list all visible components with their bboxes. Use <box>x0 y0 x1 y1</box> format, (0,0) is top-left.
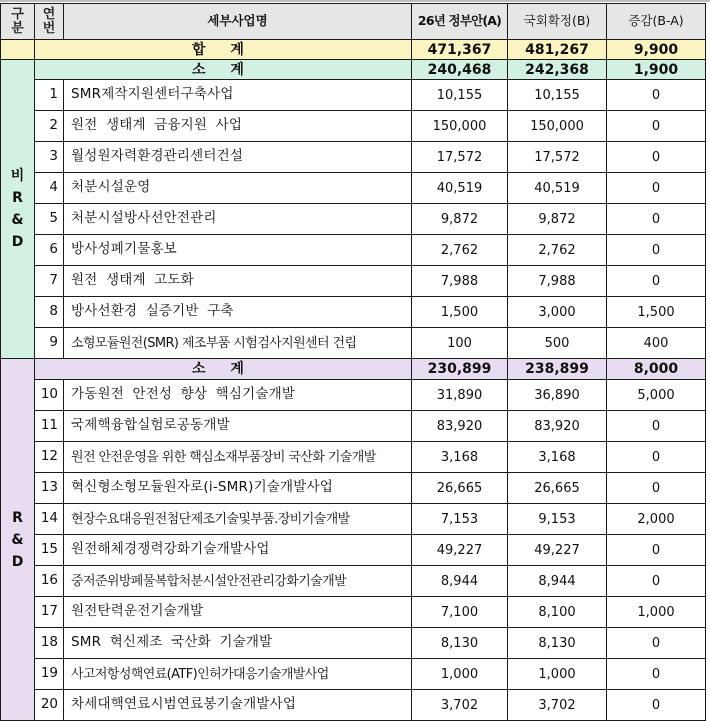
table-row <box>1 173 706 204</box>
table-row <box>1 380 706 411</box>
table-row <box>1 473 706 504</box>
row-assembly: 17,572 <box>508 142 607 173</box>
row-diff: 400 <box>607 328 706 359</box>
row-assembly: 40,519 <box>508 173 607 204</box>
row-gov: 1,500 <box>412 297 508 328</box>
row-gov: 8,944 <box>412 566 508 597</box>
row-gov: 7,100 <box>412 597 508 628</box>
row-index: 9 <box>35 328 64 359</box>
category-non-rnd-char: D <box>11 234 24 250</box>
row-diff: 2,000 <box>607 504 706 535</box>
row-project-name: 원전해체경쟁력강화기술개발사업 <box>64 535 412 566</box>
row-assembly: 8,100 <box>508 597 607 628</box>
row-assembly: 1,000 <box>508 659 607 690</box>
subtotal-diff: 1,900 <box>607 60 706 80</box>
table-row <box>1 111 706 142</box>
category-rnd <box>1 359 35 721</box>
table-row <box>1 142 706 173</box>
table-row <box>1 235 706 266</box>
row-assembly: 49,227 <box>508 535 607 566</box>
row-assembly: 150,000 <box>508 111 607 142</box>
row-diff: 0 <box>607 80 706 111</box>
top-rule <box>0 0 710 2</box>
category-non-rnd-char: R <box>12 190 23 206</box>
row-index: 11 <box>35 411 64 442</box>
table-row <box>1 659 706 690</box>
row-gov: 40,519 <box>412 173 508 204</box>
row-project-name: 원전 안전운영을 위한 핵심소재부품장비 국산화 기술개발 <box>64 442 412 473</box>
row-assembly: 3,702 <box>508 690 607 721</box>
row-project-name: SMR제작지원센터구축사업 <box>64 80 412 111</box>
row-project-name: 가동원전 안전성 향상 핵심기술개발 <box>64 380 412 411</box>
row-diff: 0 <box>607 566 706 597</box>
row-project-name: 국제핵융합실험로공동개발 <box>64 411 412 442</box>
row-gov: 26,665 <box>412 473 508 504</box>
row-index: 6 <box>35 235 64 266</box>
row-assembly: 3,168 <box>508 442 607 473</box>
category-rnd-char: D <box>11 553 24 570</box>
row-assembly: 3,000 <box>508 297 607 328</box>
subtotal-diff: 8,000 <box>607 359 706 380</box>
row-diff: 0 <box>607 659 706 690</box>
row-gov: 3,168 <box>412 442 508 473</box>
row-diff: 0 <box>607 266 706 297</box>
row-project-name: 처분시설운영 <box>64 173 412 204</box>
row-project-name: 혁신형소형모듈원자로(i-SMR)기술개발사업 <box>64 473 412 504</box>
row-diff: 0 <box>607 204 706 235</box>
row-diff: 0 <box>607 235 706 266</box>
row-index: 12 <box>35 442 64 473</box>
category-rnd-char: & <box>11 531 24 548</box>
row-assembly: 9,153 <box>508 504 607 535</box>
row-gov: 100 <box>412 328 508 359</box>
row-index: 16 <box>35 566 64 597</box>
row-gov: 17,572 <box>412 142 508 173</box>
row-diff: 0 <box>607 111 706 142</box>
row-diff: 0 <box>607 142 706 173</box>
row-gov: 7,988 <box>412 266 508 297</box>
subtotal-row-non-rnd <box>1 60 706 80</box>
row-index: 3 <box>35 142 64 173</box>
row-assembly: 83,920 <box>508 411 607 442</box>
grand-total-blank <box>1 40 35 60</box>
row-diff: 0 <box>607 173 706 204</box>
row-diff: 0 <box>607 411 706 442</box>
row-diff: 1,500 <box>607 297 706 328</box>
table-row <box>1 597 706 628</box>
subtotal-gov: 230,899 <box>412 359 508 380</box>
row-gov: 2,762 <box>412 235 508 266</box>
header-gov-proposal: 26년 정부안(A) <box>412 4 508 40</box>
row-project-name: 원전 생태계 고도화 <box>64 266 412 297</box>
row-assembly: 36,890 <box>508 380 607 411</box>
row-gov: 31,890 <box>412 380 508 411</box>
row-project-name: SMR 혁신제조 국산화 기술개발 <box>64 628 412 659</box>
row-index: 4 <box>35 173 64 204</box>
row-assembly: 26,665 <box>508 473 607 504</box>
row-index: 14 <box>35 504 64 535</box>
row-project-name: 원전 생태계 금융지원 사업 <box>64 111 412 142</box>
table-row <box>1 266 706 297</box>
row-gov: 83,920 <box>412 411 508 442</box>
row-index: 2 <box>35 111 64 142</box>
row-gov: 49,227 <box>412 535 508 566</box>
row-diff: 0 <box>607 628 706 659</box>
subtotal-assembly: 238,899 <box>508 359 607 380</box>
row-gov: 9,872 <box>412 204 508 235</box>
row-project-name: 소형모듈원전(SMR) 제조부품 시험검사지원센터 건립 <box>64 328 412 359</box>
category-non-rnd <box>1 60 35 359</box>
row-project-name: 차세대핵연료시범연료봉기술개발사업 <box>64 690 412 721</box>
row-index: 7 <box>35 266 64 297</box>
row-project-name: 사고저항성핵연료(ATF)인허가대응기술개발사업 <box>64 659 412 690</box>
table-row <box>1 504 706 535</box>
table-row <box>1 566 706 597</box>
table-row <box>1 411 706 442</box>
row-project-name: 방사성폐기물홍보 <box>64 235 412 266</box>
row-index: 13 <box>35 473 64 504</box>
header-index <box>35 4 64 40</box>
subtotal-label: 소 계 <box>35 60 412 80</box>
row-diff: 0 <box>607 535 706 566</box>
row-assembly: 2,762 <box>508 235 607 266</box>
header-category <box>1 4 35 40</box>
table-row <box>1 690 706 721</box>
row-assembly: 9,872 <box>508 204 607 235</box>
category-rnd-char: R <box>12 509 23 526</box>
row-index: 10 <box>35 380 64 411</box>
row-index: 5 <box>35 204 64 235</box>
table-row <box>1 297 706 328</box>
row-diff: 0 <box>607 442 706 473</box>
header-index-line2: 번 <box>42 20 56 36</box>
header-project-name: 세부사업명 <box>64 4 412 40</box>
grand-total-label: 합 계 <box>35 40 412 60</box>
table-row <box>1 80 706 111</box>
row-index: 15 <box>35 535 64 566</box>
row-diff: 0 <box>607 690 706 721</box>
grand-total-diff: 9,900 <box>607 40 706 60</box>
row-project-name: 월성원자력환경관리센터건설 <box>64 142 412 173</box>
row-project-name: 방사선환경 실증기반 구축 <box>64 297 412 328</box>
header-row <box>1 4 706 40</box>
row-gov: 10,155 <box>412 80 508 111</box>
row-assembly: 8,130 <box>508 628 607 659</box>
table-row <box>1 535 706 566</box>
subtotal-gov: 240,468 <box>412 60 508 80</box>
row-index: 1 <box>35 80 64 111</box>
grand-total-row <box>1 40 706 60</box>
row-gov: 8,130 <box>412 628 508 659</box>
row-index: 19 <box>35 659 64 690</box>
row-index: 8 <box>35 297 64 328</box>
table-row <box>1 328 706 359</box>
row-diff: 5,000 <box>607 380 706 411</box>
category-non-rnd-char: 비 <box>10 168 25 184</box>
budget-table <box>0 3 706 721</box>
header-category-line2: 분 <box>11 20 24 36</box>
header-category-line1: 구 <box>11 6 24 22</box>
row-gov: 1,000 <box>412 659 508 690</box>
row-gov: 7,153 <box>412 504 508 535</box>
row-assembly: 7,988 <box>508 266 607 297</box>
subtotal-assembly: 242,368 <box>508 60 607 80</box>
row-assembly: 500 <box>508 328 607 359</box>
row-project-name: 원전탄력운전기술개발 <box>64 597 412 628</box>
row-diff: 0 <box>607 473 706 504</box>
header-index-line1: 연 <box>42 6 56 22</box>
row-index: 20 <box>35 690 64 721</box>
table-row <box>1 442 706 473</box>
category-non-rnd-char: & <box>11 212 24 228</box>
row-index: 17 <box>35 597 64 628</box>
table-row <box>1 628 706 659</box>
subtotal-row-rnd <box>1 359 706 380</box>
row-index: 18 <box>35 628 64 659</box>
grand-total-assembly: 481,267 <box>508 40 607 60</box>
row-diff: 1,000 <box>607 597 706 628</box>
header-assembly-final: 국회확정(B) <box>508 4 607 40</box>
row-project-name: 중저준위방폐물복합처분시설안전관리강화기술개발 <box>64 566 412 597</box>
subtotal-label: 소 계 <box>35 359 412 380</box>
table-row <box>1 204 706 235</box>
header-difference: 증감(B-A) <box>607 4 706 40</box>
grand-total-gov: 471,367 <box>412 40 508 60</box>
row-project-name: 처분시설방사선안전관리 <box>64 204 412 235</box>
row-gov: 150,000 <box>412 111 508 142</box>
row-gov: 3,702 <box>412 690 508 721</box>
row-project-name: 현장수요대응원전첨단제조기술및부품.장비기술개발 <box>64 504 412 535</box>
row-assembly: 8,944 <box>508 566 607 597</box>
row-assembly: 10,155 <box>508 80 607 111</box>
